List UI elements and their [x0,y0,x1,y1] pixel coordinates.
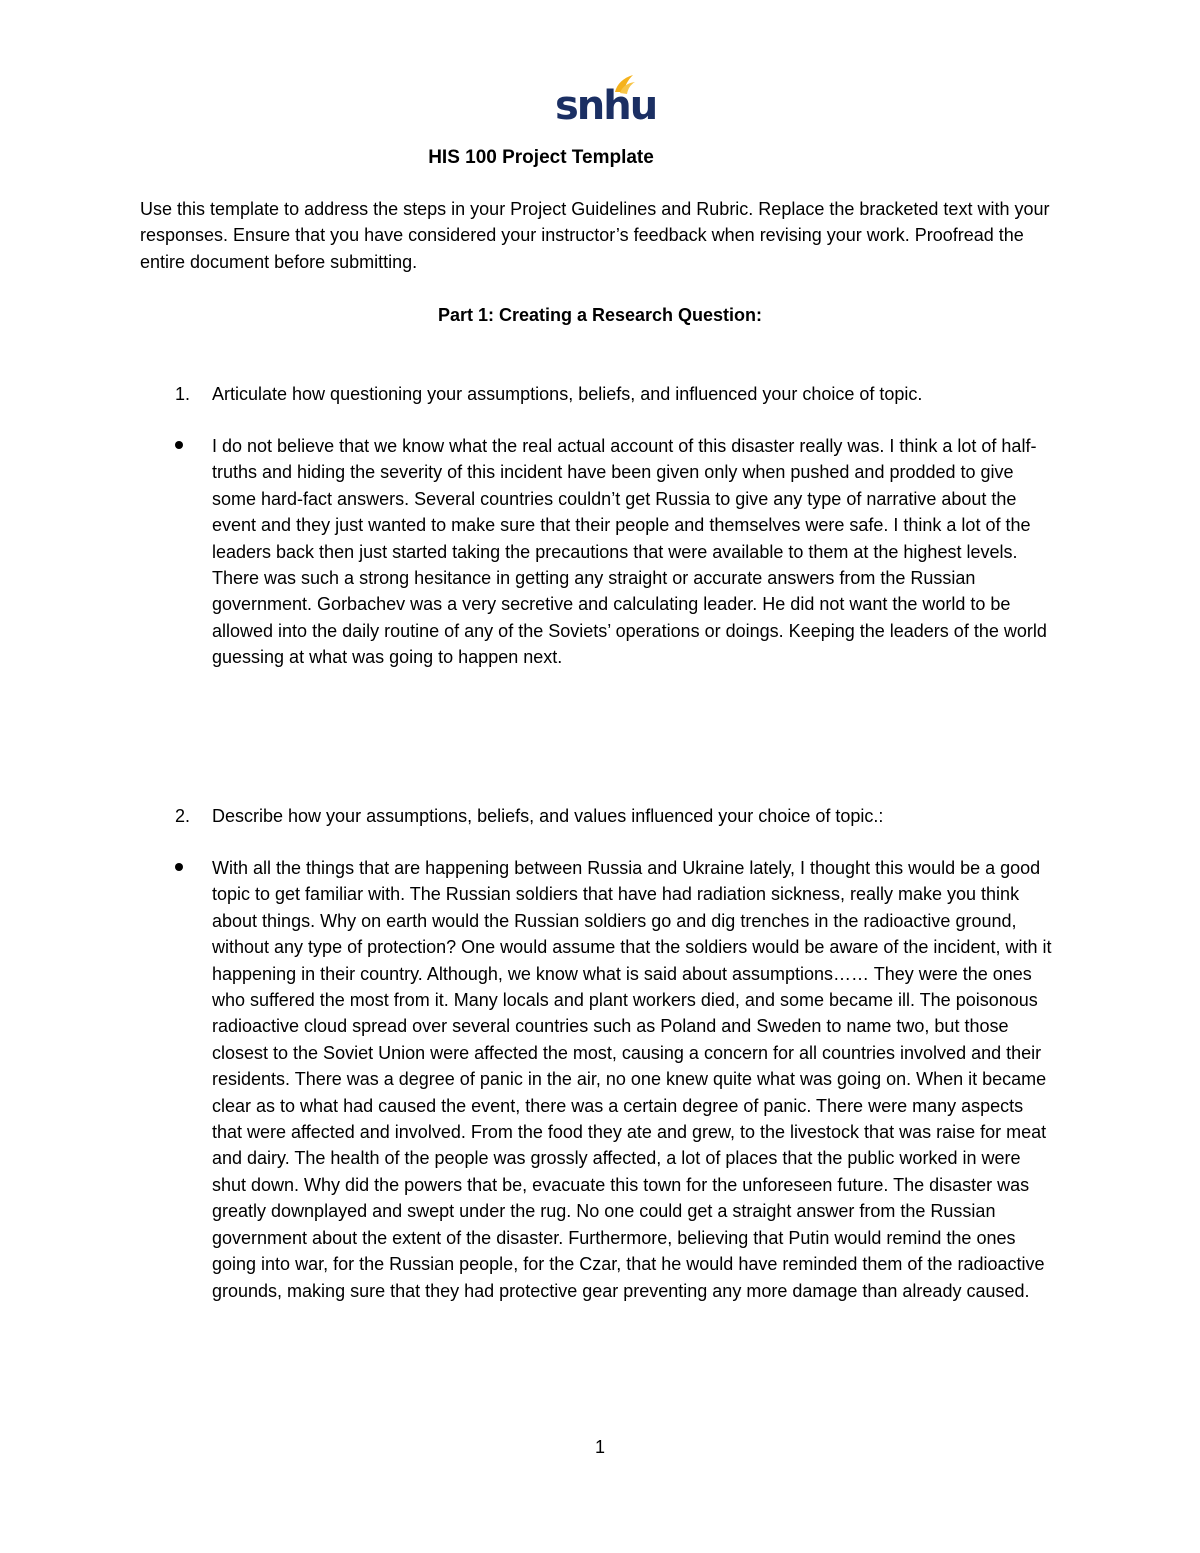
document-title: HIS 100 Project Template [428,147,654,168]
page-number: 1 [594,1437,605,1457]
question-number: 1. [175,384,191,404]
answer-text: I do not believe that we know what the real actual account of this disaster really was. I think a lot of half-truths and hiding the severity of this incident have been given only when pushed and prodded to give some hard-fact answers. Several countries couldn’t get Russia to give any type of narrative about the event and they just wanted to make sure that their people and themselves were safe. I think a lot of the leaders back then just started taking the precautions that were available to them at the highest levels. There was such a strong hesitance in getting any straight or accurate answers from the Russian government. Gorbachev was a very secretive and calculating leader. He did not want the world to be allowed into the daily routine of any of the Soviets’ operations or doings. Keeping the leaders of the world guessing at what was going to happen next. [212,436,1047,668]
intro-paragraph: Use this template to address the steps in your Project Guidelines and Rubric. Replace the bracketed text with your responses. Ensure that you have considered your instructor’s feedback when revising your work. Proofread the entire document before submitting. [140,199,1050,272]
snhu-logo [555,72,657,132]
logo-wordmark: snhu [555,83,657,129]
question-number: 2. [175,806,191,826]
bullet-icon [175,441,183,449]
bullet-icon [175,863,183,871]
question-text: Articulate how questioning your assumptions, beliefs, and influenced your choice of topic. [212,384,923,404]
answer-text: With all the things that are happening between Russia and Ukraine lately, I thought this would be a good topic to get familiar with. The Russian soldiers that have had radiation sickness, really make you think about things. Why on earth would the Russian soldiers go and dig trenches in the radioactive ground, without any type of protection? One would assume that the soldiers would be aware of the incident, with it happening in their country. Although, we know what is said about assumptions…… They were the ones who suffered the most from it. Many locals and plant workers died, and some became ill. The poisonous radioactive cloud spread over several countries such as Poland and Sweden to name two, but those closest to the Soviet Union were affected the most, causing a concern for all countries involved and their residents. There was a degree of panic in the air, no one knew quite what was going on. When it became clear as to what had caused the event, there was a certain degree of panic. There were many aspects that were affected and involved. From the food they ate and grew, to the livestock that was raise for meat and dairy. The health of the people was grossly affected, a lot of places that the public worked in were shut down. Why did the powers that be, evacuate this town for the unforeseen future. The disaster was greatly downplayed and swept under the rug. No one could get a straight answer from the Russian government about the extent of the disaster. Furthermore, believing that Putin would remind the ones going into war, for the Russian people, for the Czar, that he would have reminded them of the radioactive grounds, making sure that they had protective gear preventing any more damage than already caused. [212,858,1052,1301]
question-text: Describe how your assumptions, beliefs, and values influenced your choice of topic.: [212,806,884,826]
part-heading: Part 1: Creating a Research Question: [437,305,763,325]
